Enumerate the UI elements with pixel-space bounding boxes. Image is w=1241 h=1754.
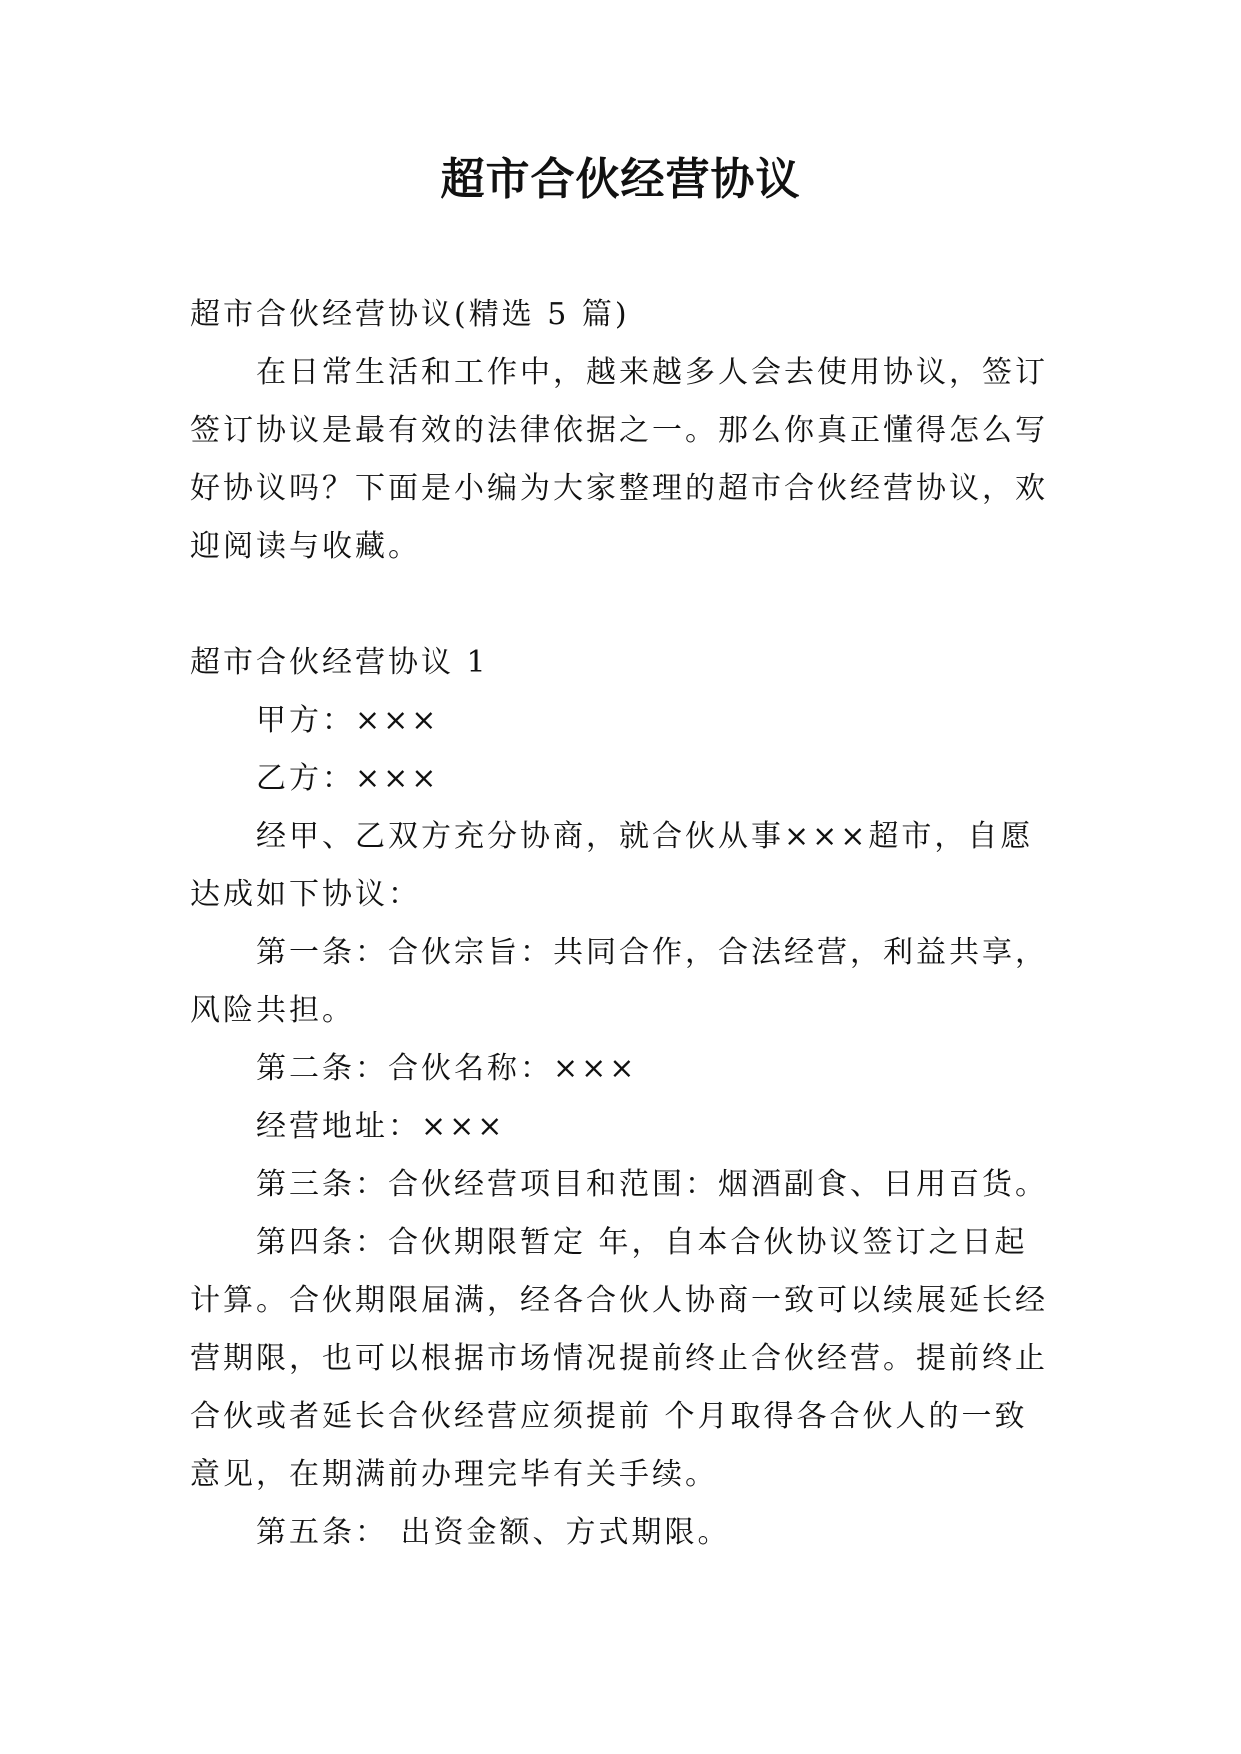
intro-line: 在日常生活和工作中，越来越多人会去使用协议，签订	[256, 355, 1048, 390]
article-2-line: 第二条：合伙名称：×××	[256, 1051, 638, 1086]
document-subtitle: 超市合伙经营协议(精选 5 篇)	[190, 297, 630, 332]
article-4-line: 计算。合伙期限届满，经各合伙人协商一致可以续展延长经	[190, 1283, 1048, 1318]
preamble-line: 经甲、乙双方充分协商，就合伙从事×××超市，自愿	[256, 819, 1034, 854]
party-b-line: 乙方：×××	[256, 761, 440, 796]
party-a-line: 甲方：×××	[256, 703, 440, 738]
document-body	[190, 286, 1055, 1562]
intro-line: 签订协议是最有效的法律依据之一。那么你真正懂得怎么写	[190, 413, 1048, 448]
address-line: 经营地址：×××	[256, 1109, 506, 1144]
article-4-line: 意见，在期满前办理完毕有关手续。	[190, 1457, 718, 1492]
intro-line: 迎阅读与收藏。	[190, 529, 421, 564]
article-1-line: 第一条：合伙宗旨：共同合作，合法经营，利益共享，	[256, 935, 1048, 970]
article-4-line: 第四条：合伙期限暂定 年，自本合伙协议签订之日起	[256, 1225, 1028, 1260]
article-4-line: 合伙或者延长合伙经营应须提前 个月取得各合伙人的一致	[190, 1399, 1028, 1434]
document-title: 超市合伙经营协议	[440, 154, 801, 205]
paragraph-gap	[190, 576, 1055, 634]
article-1-line: 风险共担。	[190, 993, 355, 1028]
section-heading: 超市合伙经营协议 1	[190, 645, 489, 680]
preamble-line: 达成如下协议：	[190, 877, 421, 912]
article-3-line: 第三条：合伙经营项目和范围：烟酒副食、日用百货。	[256, 1167, 1048, 1202]
intro-line: 好协议吗？下面是小编为大家整理的超市合伙经营协议，欢	[190, 471, 1048, 506]
article-4-line: 营期限，也可以根据市场情况提前终止合伙经营。提前终止	[190, 1341, 1048, 1376]
article-5-line: 第五条： 出资金额、方式期限。	[256, 1515, 731, 1550]
